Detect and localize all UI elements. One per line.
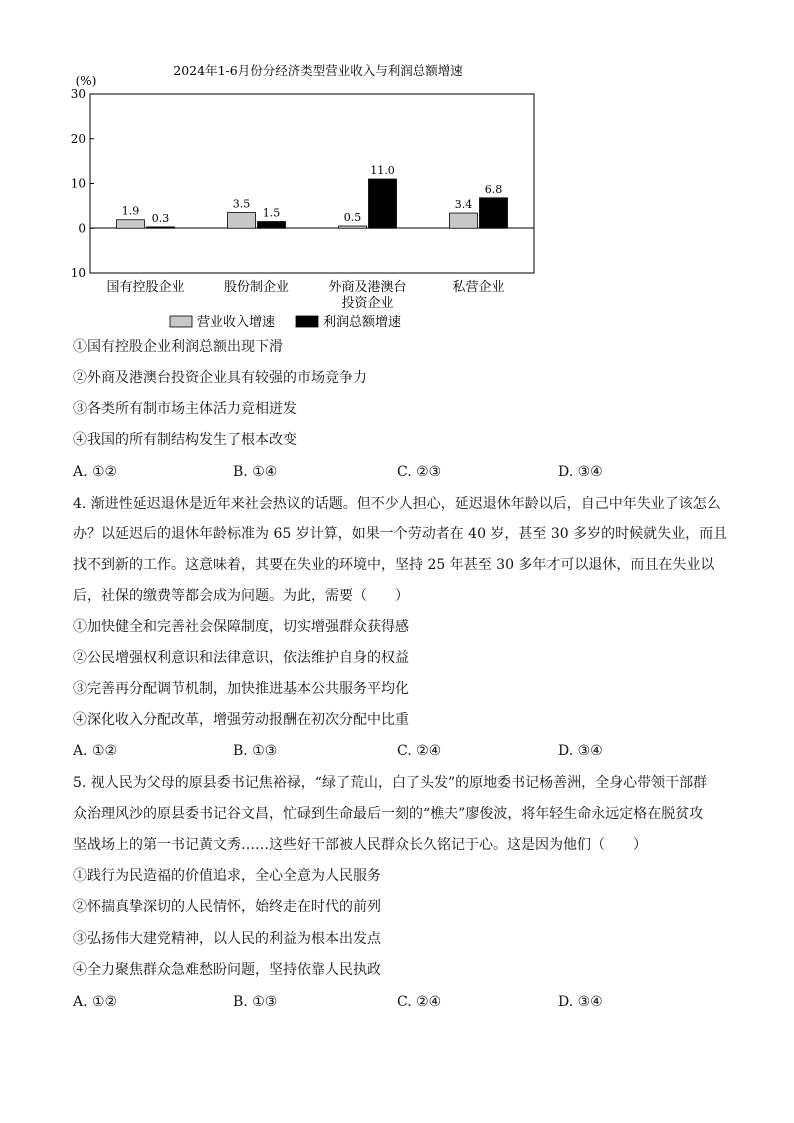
q4-option-2: ②公民增强权利意识和法律意识，依法维护自身的权益 <box>73 650 409 666</box>
bar <box>147 227 175 228</box>
chart-legend <box>170 314 401 330</box>
q4-stem-line-1: 4. 渐进性延迟退休是近年来社会热议的话题。但不少人担心，延迟退休年龄以后，自己中年失业了该怎么 <box>73 496 721 512</box>
q5-option-4: ④全力聚焦群众急难愁盼问题，坚持依靠人民执政 <box>73 962 381 978</box>
q3-option-1: ①国有控股企业利润总额出现下滑 <box>73 339 283 355</box>
data-label: 6.8 <box>484 182 503 196</box>
q3-option-3: ③各类所有制市场主体活力竞相迸发 <box>73 401 297 417</box>
q3-option-2: ②外商及港澳台投资企业具有较强的市场竞争力 <box>73 370 367 386</box>
data-label: 1.9 <box>121 204 140 218</box>
q4-option-1: ①加快健全和完善社会保障制度，切实增强群众获得感 <box>73 619 409 635</box>
legend-label: 营业收入增速 <box>197 315 276 330</box>
legend-swatch <box>296 316 318 327</box>
bar-chart <box>60 55 560 335</box>
data-label: 0.3 <box>151 211 170 225</box>
category-label: 私营企业 <box>452 280 505 295</box>
q3-option-4: ④我国的所有制结构发生了根本改变 <box>73 432 297 448</box>
bar <box>228 213 256 229</box>
q4-choice-d[interactable]: D. ③④ <box>558 743 603 759</box>
y-tick-label: 10 <box>70 266 86 280</box>
bar <box>480 198 508 228</box>
y-tick-label: 30 <box>70 87 86 101</box>
q4-option-4: ④深化收入分配改革，增强劳动报酬在初次分配中比重 <box>73 712 409 728</box>
y-tick-label: 10 <box>70 176 86 191</box>
bar <box>258 222 286 229</box>
q5-choice-b[interactable]: B. ①③ <box>233 994 278 1010</box>
q4-stem-line-2: 办？以延迟后的退休年龄标准为 65 岁计算，如果一个劳动者在 40 岁，甚至 30 多岁的时候就失业，而且 <box>73 526 728 542</box>
bar <box>450 213 478 228</box>
q4-choice-b[interactable]: B. ①③ <box>233 743 278 759</box>
y-axis-unit: (%) <box>75 74 97 88</box>
q5-option-3: ③弘扬伟大建党精神，以人民的利益为根本出发点 <box>73 931 381 947</box>
q4-stem-line-4: 后，社保的缴费等都会成为问题。为此，需要（ ） <box>73 588 409 604</box>
category-label: 外商及港澳台投资企业 <box>328 280 407 311</box>
data-label: 3.4 <box>454 198 473 212</box>
q4-option-3: ③完善再分配调节机制，加快推进基本公共服务平均化 <box>73 681 409 697</box>
legend-label: 利润总额增速 <box>323 315 402 330</box>
q3-choice-b[interactable]: B. ①④ <box>233 464 278 480</box>
q4-stem-line-3: 找不到新的工作。这意味着，其要在失业的环境中，坚持 25 年甚至 30 多年才可以退休，而且在失业以 <box>73 557 715 573</box>
q4-choice-a[interactable]: A. ①② <box>73 743 118 759</box>
chart-title: 2024年1-6月份分经济类型营业收入与利润总额增速 <box>173 63 463 78</box>
plot-frame <box>90 94 534 273</box>
bar <box>369 179 397 228</box>
q5-stem-line-2: 众治理风沙的原县委书记谷文昌，忙碌到生命最后一刻的“樵夫”廖俊波，将年轻生命永远定格在脱贫攻 <box>73 806 704 822</box>
q5-choice-d[interactable]: D. ③④ <box>558 994 603 1010</box>
y-tick-label: 0 <box>78 221 86 236</box>
q5-option-2: ②怀揣真挚深切的人民情怀，始终走在时代的前列 <box>73 899 381 915</box>
q5-stem-line-1: 5. 视人民为父母的原县委书记焦裕禄，“绿了荒山，白了头发”的原地委书记杨善洲，全身心带领干部群 <box>73 775 708 791</box>
q5-stem-line-3: 坚战场上的第一书记黄文秀……这些好干部被人民群众长久铭记于心。这是因为他们（ ） <box>73 837 647 853</box>
legend-swatch <box>170 316 192 327</box>
q3-choice-d[interactable]: D. ③④ <box>558 464 603 480</box>
bar <box>339 226 367 228</box>
data-label: 0.5 <box>343 211 362 225</box>
category-label: 国有控股企业 <box>106 280 185 295</box>
q5-choice-a[interactable]: A. ①② <box>73 994 118 1010</box>
q4-choice-c[interactable]: C. ②④ <box>397 743 442 759</box>
y-tick-label: 20 <box>70 131 86 146</box>
category-label: 股份制企业 <box>223 280 290 295</box>
bar <box>117 220 145 229</box>
data-label: 1.5 <box>262 206 281 220</box>
q3-choice-a[interactable]: A. ①② <box>73 464 118 480</box>
q3-choice-c[interactable]: C. ②③ <box>397 464 442 480</box>
data-label: 11.0 <box>370 164 395 178</box>
q5-option-1: ①践行为民造福的价值追求，全心全意为人民服务 <box>73 868 381 884</box>
q5-choice-c[interactable]: C. ②④ <box>397 994 442 1010</box>
data-label: 3.5 <box>232 197 251 211</box>
